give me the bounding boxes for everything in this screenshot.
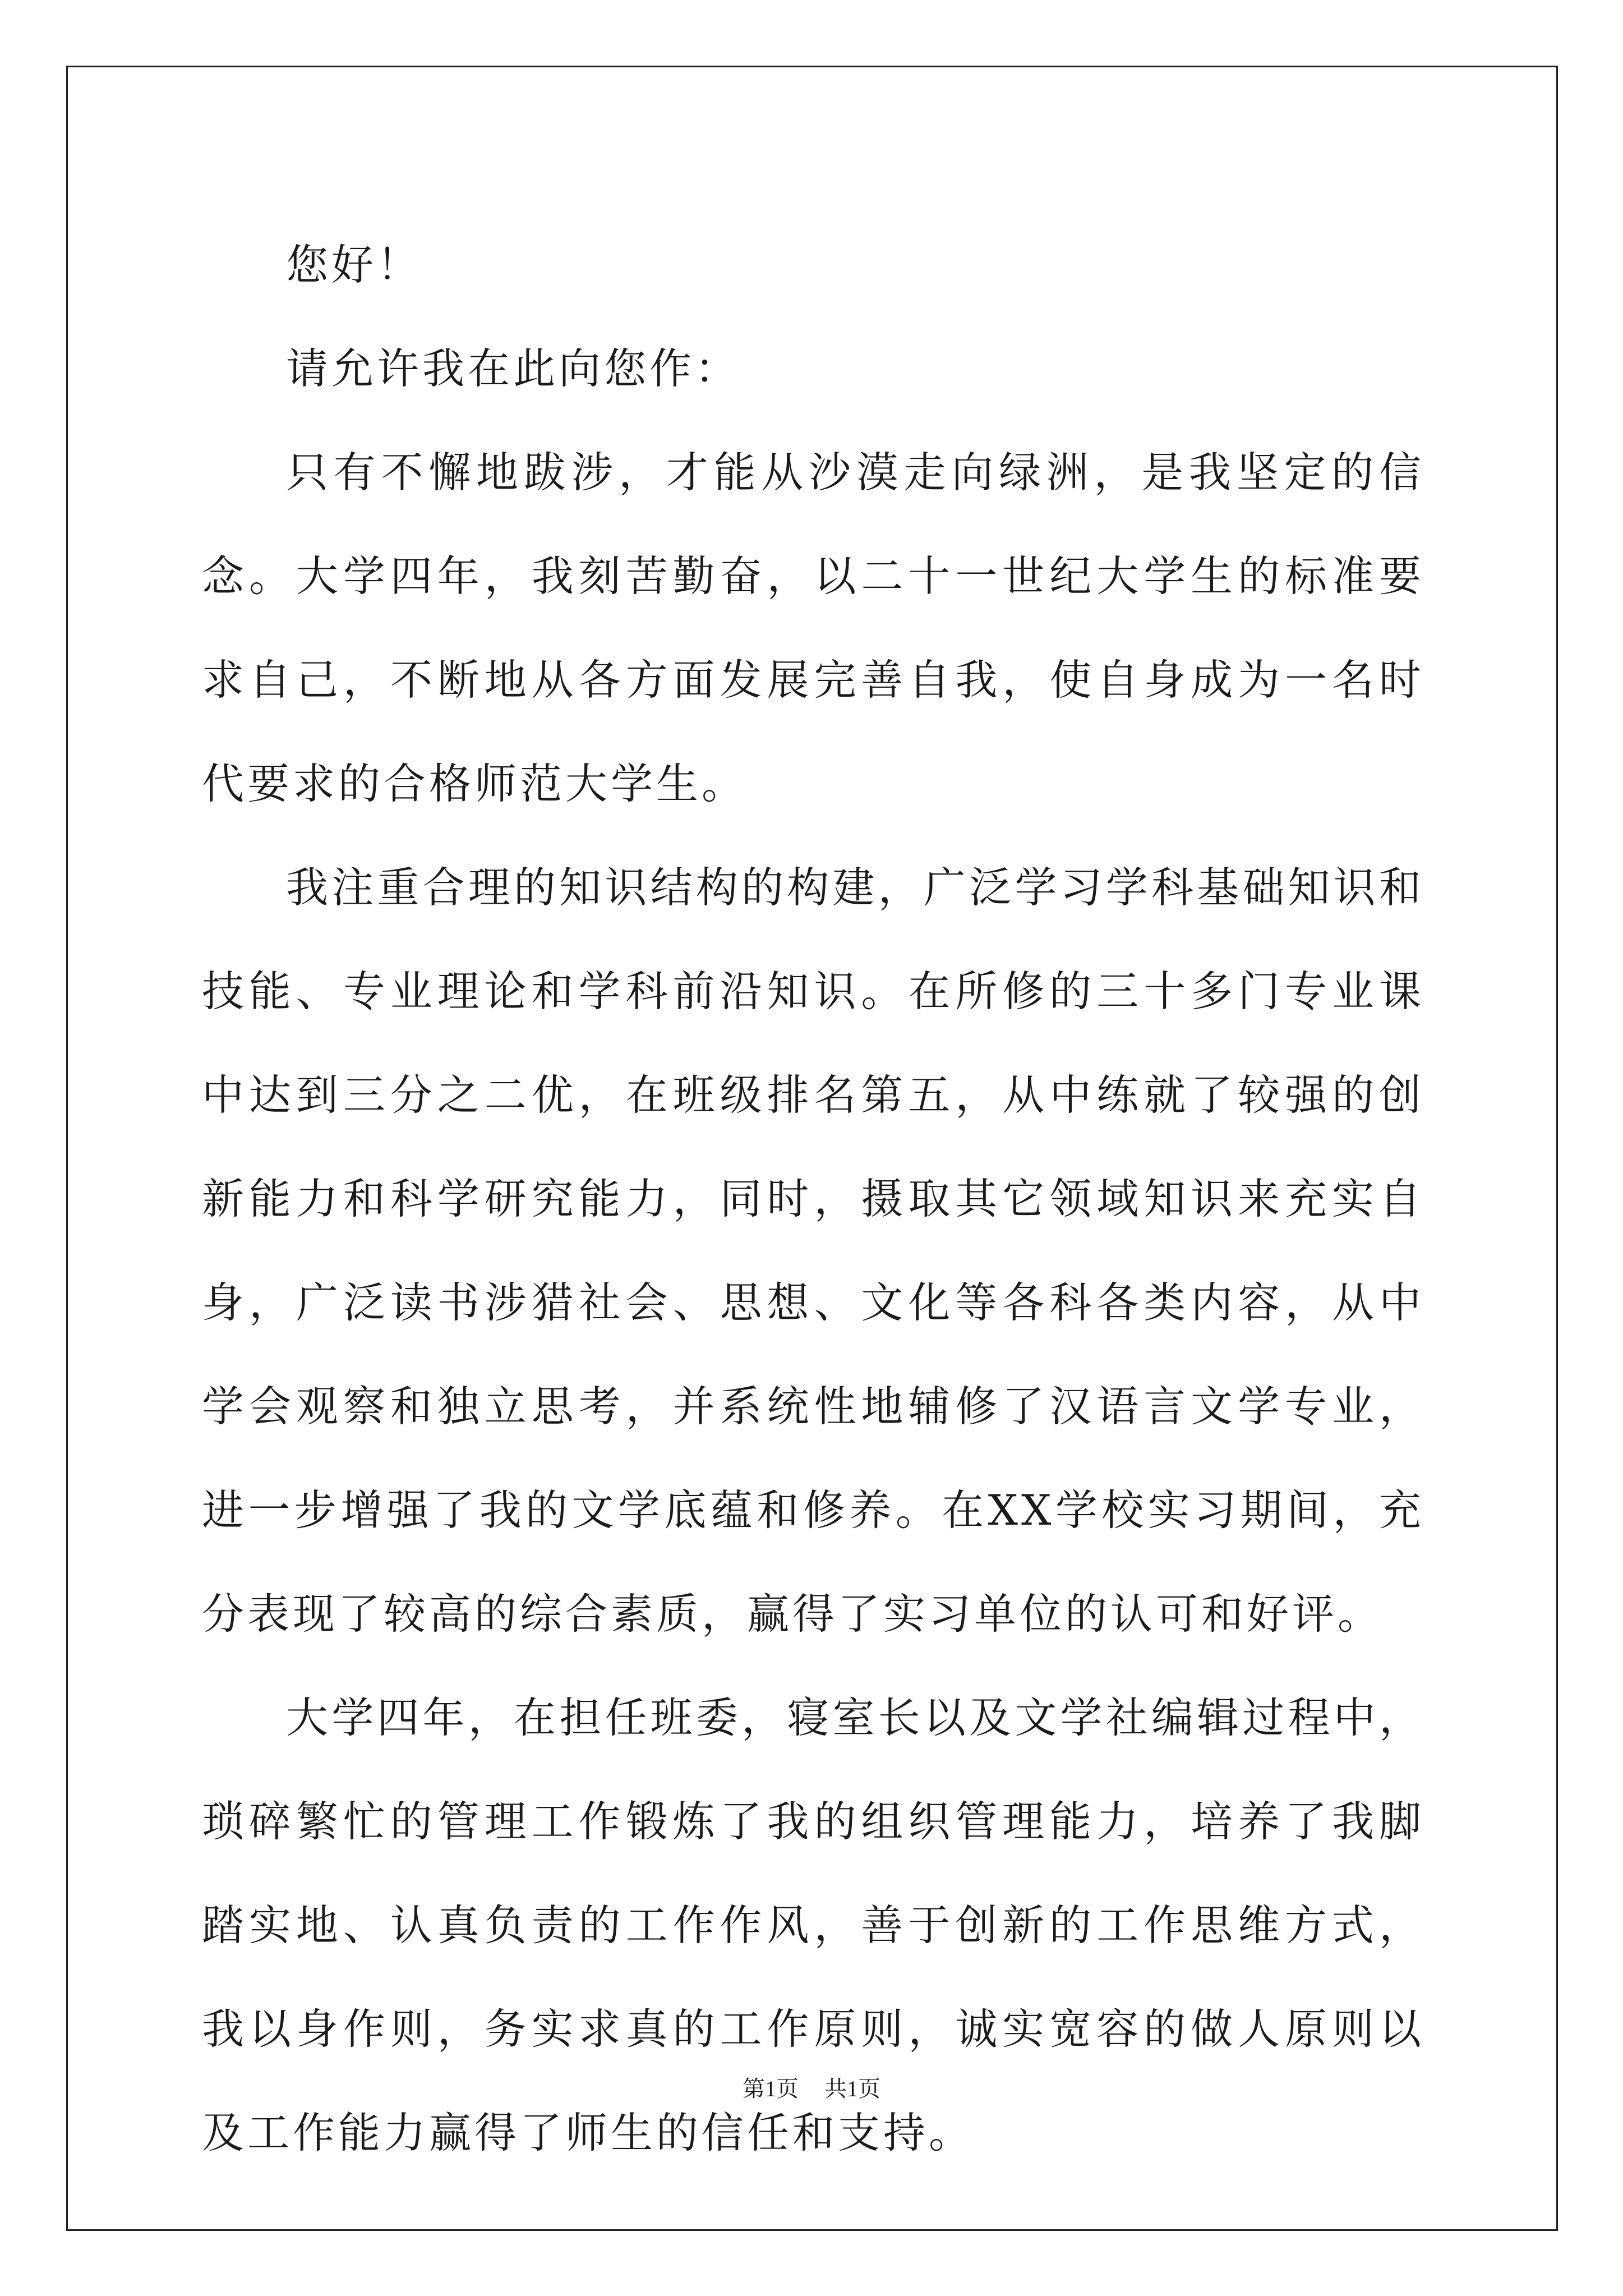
paragraph-knowledge: 我注重合理的知识结构的构建，广泛学习学科基础知识和技能、专业理论和学科前沿知识。在所修的三十多门专业课中达到三分之二优，在班级排名第五，从中练就了较强的创新能力和科学研究能力，同时，摄取其它领域知识来充实自身，广泛读书涉猎社会、思想、文化等各科各类内容，从中学会观察和独立思考，并系统性地辅修了汉语言文学专业，进一步增强了我的文学底蕴和修养。在XX学校实习期间，充分表现了较高的综合素质，赢得了实习单位的认可和好评。 <box>202 863 1424 1639</box>
opening-line: 请允许我在此向您作： <box>286 344 741 393</box>
paragraph-belief: 只有不懈地跋涉，才能从沙漠走向绿洲，是我坚定的信念。大学四年，我刻苦勤奋，以二十一世纪大学生的标准要求自己，不断地从各方面发展完善自我，使自身成为一名时代要求的合格师范大学生。 <box>202 448 1424 808</box>
greeting: 您好！ <box>286 240 423 289</box>
page-total: 共1页 <box>824 2076 880 2101</box>
paragraph-management: 大学四年，在担任班委，寝室长以及文学社编辑过程中，琐碎繁忙的管理工作锻炼了我的组织管理能力，培养了我脚踏实地、认真负责的工作作风，善于创新的工作思维方式，我以身作则，务实求真的工作原则，诚实宽容的做人原则以及工作能力赢得了师生的信任和支持。 <box>202 1693 1424 2157</box>
page-number: 第1页 <box>743 2076 799 2101</box>
document-body <box>202 213 1424 2185</box>
page-footer <box>0 2071 1623 2103</box>
